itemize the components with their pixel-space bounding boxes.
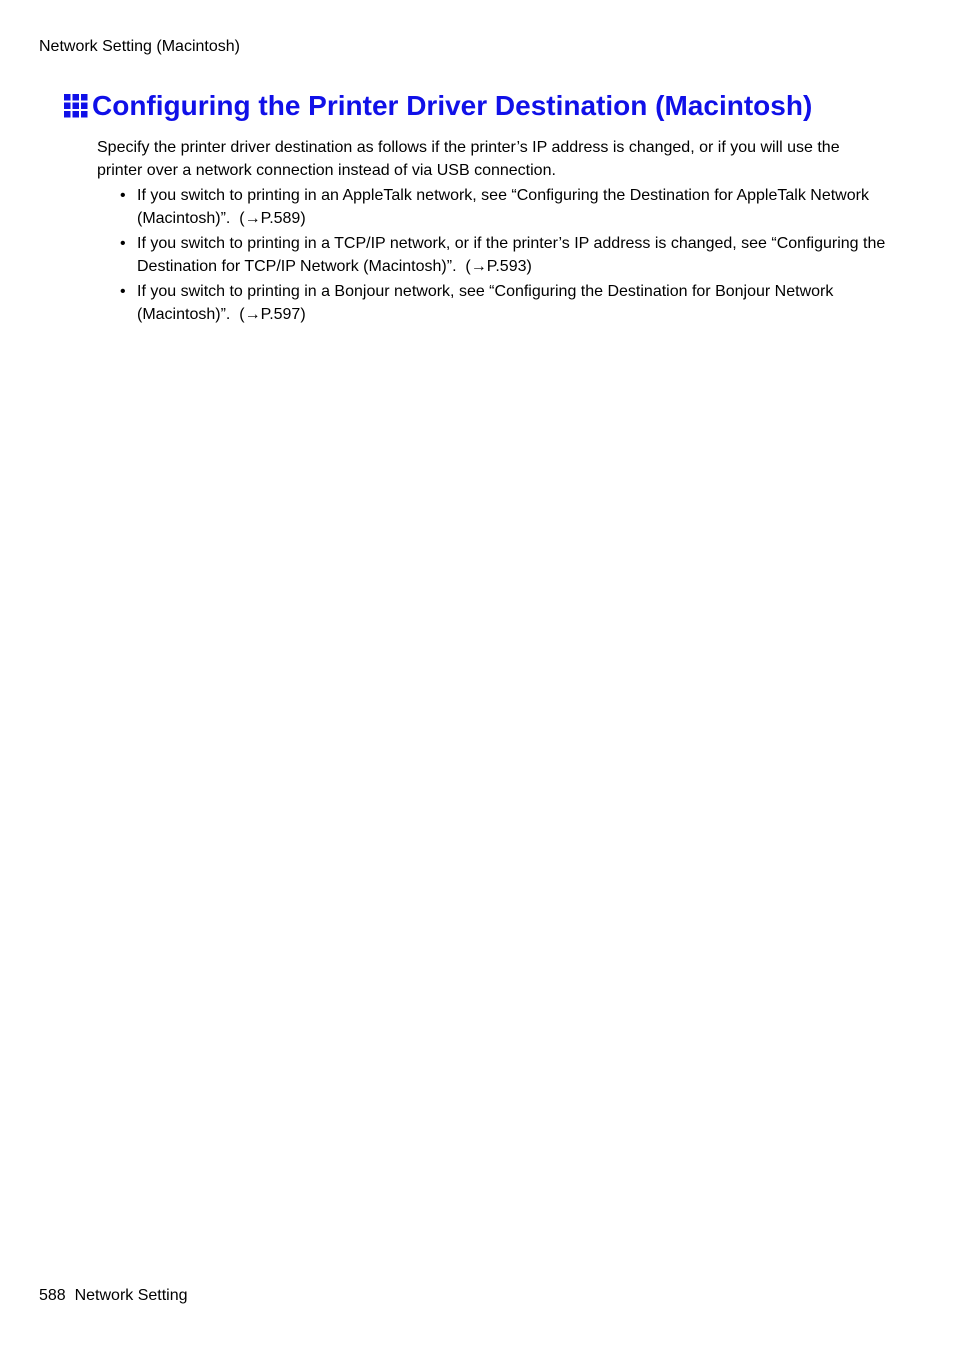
bullet-text: If you switch to printing in a TCP/IP network, or if the printer’s IP address is changed, see “Configuring the Destination for TCP/IP Network (Macintosh)”. <box>137 235 886 275</box>
page-title: Configuring the Printer Driver Destination (Macintosh) <box>92 90 813 121</box>
list-item <box>120 184 887 230</box>
bullet-icon: • <box>120 187 126 204</box>
intro-paragraph: Specify the printer driver destination as follows if the printer’s IP address is changed, or if you will use the printer over a network connection instead of via USB connection. <box>97 139 840 179</box>
page-reference-link[interactable]: (→P.593) <box>465 258 532 275</box>
grid-cell <box>64 111 71 118</box>
grid-cell <box>81 94 88 101</box>
grid-cell <box>73 94 80 101</box>
footer-section-name: Network Setting <box>74 1287 188 1304</box>
grid-icon <box>64 94 88 118</box>
bullet-icon: • <box>120 235 126 252</box>
section-heading <box>64 88 812 124</box>
grid-cell <box>64 94 71 101</box>
grid-cell <box>73 111 80 118</box>
grid-cell <box>81 111 88 118</box>
grid-cell <box>73 103 80 110</box>
bullet-icon: • <box>120 283 126 300</box>
running-header: Network Setting (Macintosh) <box>39 38 240 55</box>
list-item <box>120 280 887 326</box>
page-number: 588 <box>39 1287 66 1304</box>
bullet-text: If you switch to printing in a Bonjour network, see “Configuring the Destination for Bonjour Network (Macintosh)”. <box>137 283 834 323</box>
page-reference-link[interactable]: (→P.597) <box>239 306 306 323</box>
list-item <box>120 232 887 278</box>
bullet-text: If you switch to printing in an AppleTalk network, see “Configuring the Destination for AppleTalk Network (Macintosh)”. <box>137 187 869 227</box>
bullet-list <box>97 184 887 326</box>
page-reference-link[interactable]: (→P.589) <box>239 210 306 227</box>
grid-cell <box>81 103 88 110</box>
section-body <box>97 136 887 326</box>
grid-cell <box>64 103 71 110</box>
page-footer <box>39 1286 188 1306</box>
